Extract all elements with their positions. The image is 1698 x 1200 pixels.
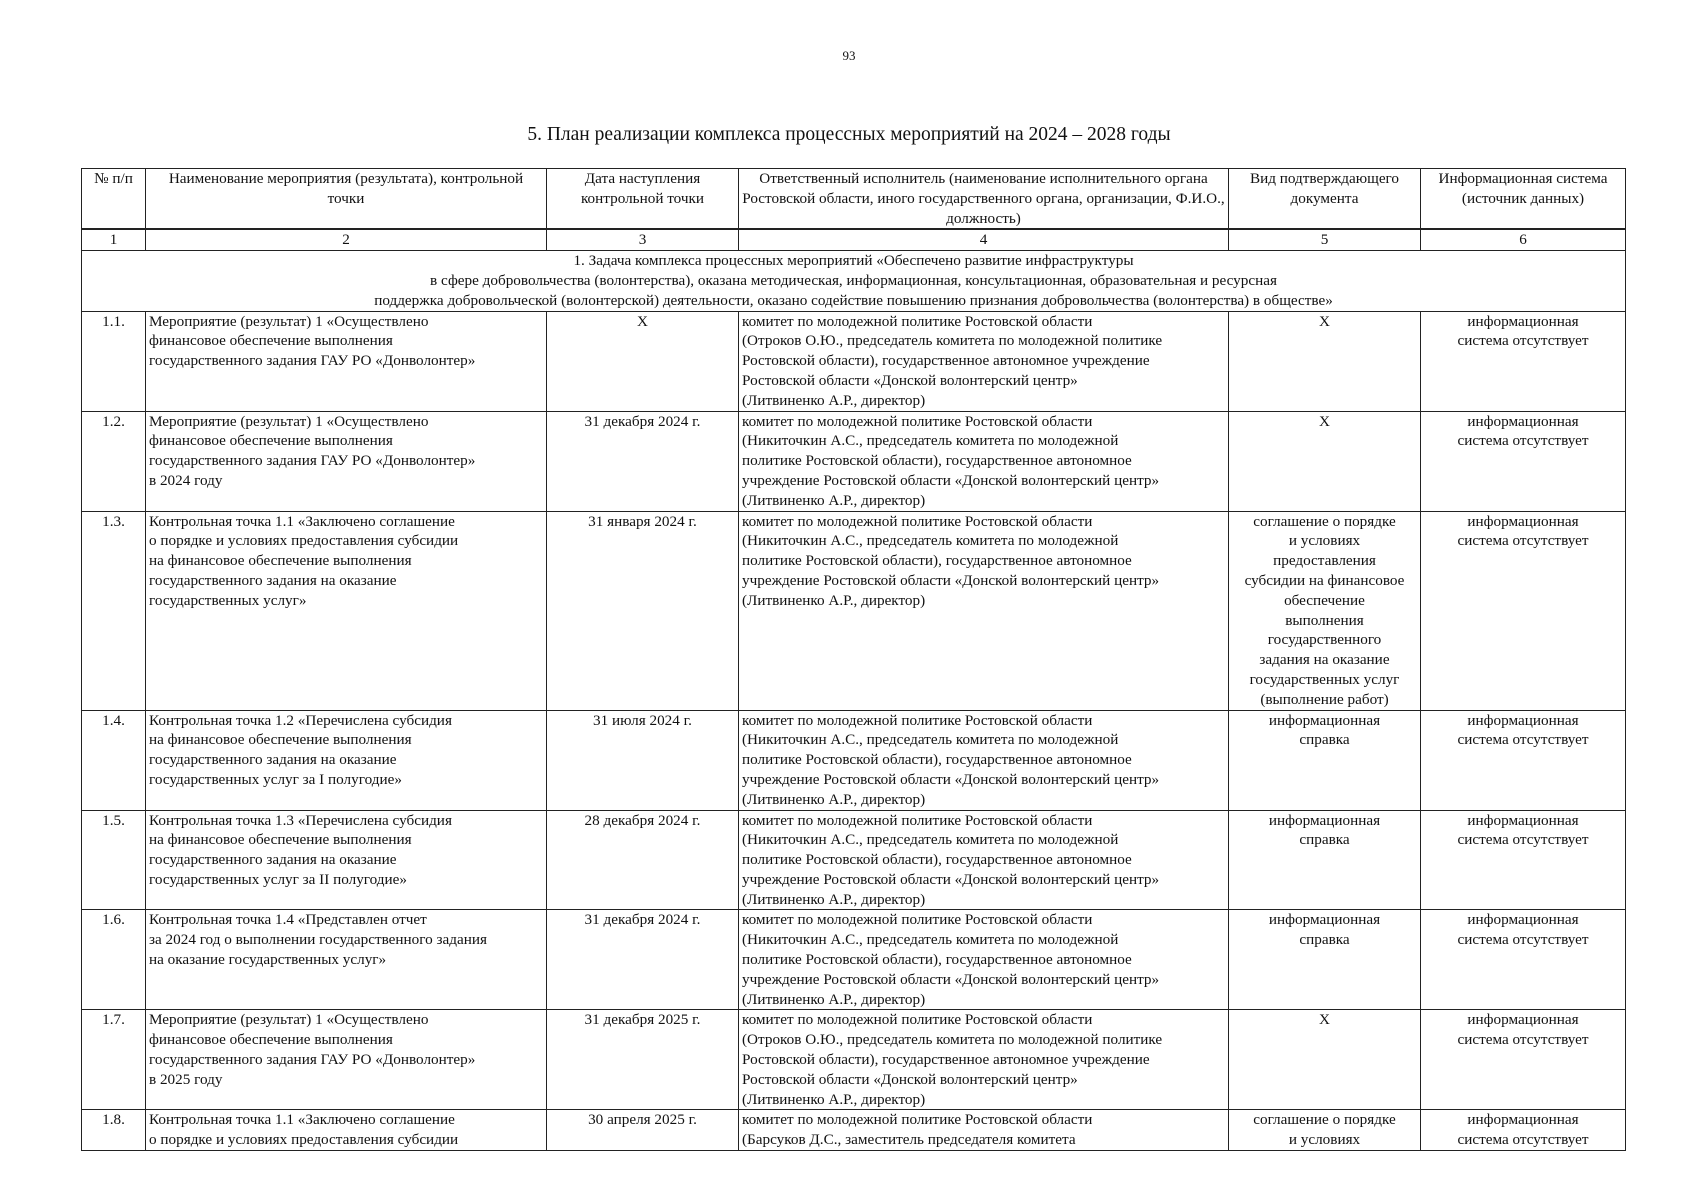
table-header-row bbox=[82, 169, 1626, 230]
responsible-executor: комитет по молодежной политике Ростовской области (Никиточкин А.С., председатель комитета по молодежной политике Ростовской области), государственное автономное учреждение Ростовской области «Донской волонтерский центр» (Литвиненко А.Р., директор) bbox=[739, 910, 1229, 1010]
confirming-document: X bbox=[1229, 411, 1421, 511]
table-row bbox=[82, 910, 1626, 1010]
column-number: 5 bbox=[1229, 229, 1421, 250]
control-date: 31 декабря 2024 г. bbox=[547, 910, 739, 1010]
column-number: 4 bbox=[739, 229, 1229, 250]
event-name: Контрольная точка 1.4 «Представлен отчет за 2024 год о выполнении государственного задания на оказание государственных услуг» bbox=[146, 910, 547, 1010]
column-number-row bbox=[82, 229, 1626, 250]
confirming-document: X bbox=[1229, 311, 1421, 411]
table-row bbox=[82, 710, 1626, 810]
event-name: Мероприятие (результат) 1 «Осуществлено финансовое обеспечение выполнения государственного задания ГАУ РО «Донволонтер» в 2024 году bbox=[146, 411, 547, 511]
event-name: Мероприятие (результат) 1 «Осуществлено финансовое обеспечение выполнения государственного задания ГАУ РО «Донволонтер» bbox=[146, 311, 547, 411]
control-date: 31 января 2024 г. bbox=[547, 511, 739, 710]
row-number: 1.2. bbox=[82, 411, 146, 511]
event-name: Мероприятие (результат) 1 «Осуществлено финансовое обеспечение выполнения государственного задания ГАУ РО «Донволонтер» в 2025 году bbox=[146, 1010, 547, 1110]
row-number: 1.4. bbox=[82, 710, 146, 810]
confirming-document: соглашение о порядке и условиях bbox=[1229, 1110, 1421, 1151]
page-number: 93 bbox=[842, 48, 856, 63]
event-name: Контрольная точка 1.1 «Заключено соглашение о порядке и условиях предоставления субсидии bbox=[146, 1110, 547, 1151]
information-system: информационная система отсутствует bbox=[1421, 810, 1626, 910]
table-row bbox=[82, 810, 1626, 910]
event-name: Контрольная точка 1.1 «Заключено соглашение о порядке и условиях предоставления субсидии на финансовое обеспечение выполнения государственного задания на оказание государственных услуг» bbox=[146, 511, 547, 710]
information-system: информационная система отсутствует bbox=[1421, 910, 1626, 1010]
table-row bbox=[82, 1110, 1626, 1151]
control-date: 30 апреля 2025 г. bbox=[547, 1110, 739, 1151]
confirming-document: информационная справка bbox=[1229, 910, 1421, 1010]
responsible-executor: комитет по молодежной политике Ростовской области (Отроков О.Ю., председатель комитета по молодежной политике Ростовской области), государственное автономное учреждение Ростовской области «Донской волонтерский центр» (Литвиненко А.Р., директор) bbox=[739, 311, 1229, 411]
control-date: X bbox=[547, 311, 739, 411]
control-date: 28 декабря 2024 г. bbox=[547, 810, 739, 910]
document-title: 5. План реализации комплекса процессных мероприятий на 2024 – 2028 годы bbox=[527, 124, 1171, 145]
responsible-executor: комитет по молодежной политике Ростовской области (Никиточкин А.С., председатель комитета по молодежной политике Ростовской области), государственное автономное учреждение Ростовской области «Донской волонтерский центр» (Литвиненко А.Р., директор) bbox=[739, 710, 1229, 810]
responsible-executor: комитет по молодежной политике Ростовской области (Никиточкин А.С., председатель комитета по молодежной политике Ростовской области), государственное автономное учреждение Ростовской области «Донской волонтерский центр» (Литвиненко А.Р., директор) bbox=[739, 411, 1229, 511]
responsible-executor: комитет по молодежной политике Ростовской области (Никиточкин А.С., председатель комитета по молодежной политике Ростовской области), государственное автономное учреждение Ростовской области «Донской волонтерский центр» (Литвиненко А.Р., директор) bbox=[739, 810, 1229, 910]
row-number: 1.7. bbox=[82, 1010, 146, 1110]
event-name: Контрольная точка 1.2 «Перечислена субсидия на финансовое обеспечение выполнения государственного задания на оказание государственных услуг за I полугодие» bbox=[146, 710, 547, 810]
responsible-executor: комитет по молодежной политике Ростовской области (Барсуков Д.С., заместитель председателя комитета bbox=[739, 1110, 1229, 1151]
information-system: информационная система отсутствует bbox=[1421, 1010, 1626, 1110]
task-row bbox=[82, 251, 1626, 311]
row-number: 1.5. bbox=[82, 810, 146, 910]
control-date: 31 декабря 2025 г. bbox=[547, 1010, 739, 1110]
row-number: 1.8. bbox=[82, 1110, 146, 1151]
column-header-system: Информационная система (источник данных) bbox=[1421, 169, 1626, 230]
column-header-name: Наименование мероприятия (результата), контрольной точки bbox=[146, 169, 547, 230]
confirming-document: информационная справка bbox=[1229, 810, 1421, 910]
column-number: 2 bbox=[146, 229, 547, 250]
column-header-executor: Ответственный исполнитель (наименование исполнительного органа Ростовской области, иного государственного органа, организации, Ф.И.О., должность) bbox=[739, 169, 1229, 230]
plan-table bbox=[81, 168, 1626, 1151]
row-number: 1.3. bbox=[82, 511, 146, 710]
information-system: информационная система отсутствует bbox=[1421, 411, 1626, 511]
table-row bbox=[82, 511, 1626, 710]
control-date: 31 декабря 2024 г. bbox=[547, 411, 739, 511]
table-row bbox=[82, 411, 1626, 511]
information-system: информационная система отсутствует bbox=[1421, 511, 1626, 710]
column-number: 3 bbox=[547, 229, 739, 250]
confirming-document: соглашение о порядке и условиях предоставления субсидии на финансовое обеспечение выполнения государственного задания на оказание государственных услуг (выполнение работ) bbox=[1229, 511, 1421, 710]
information-system: информационная система отсутствует bbox=[1421, 1110, 1626, 1151]
table-row bbox=[82, 311, 1626, 411]
row-number: 1.6. bbox=[82, 910, 146, 1010]
table-row bbox=[82, 1010, 1626, 1110]
confirming-document: X bbox=[1229, 1010, 1421, 1110]
column-header-number: № п/п bbox=[82, 169, 146, 230]
task-heading: 1. Задача комплекса процессных мероприятий «Обеспечено развитие инфраструктуры в сфере добровольчества (волонтерства), оказана методическая, информационная, консультационная, образовательная и ресурсная поддержка добровольческой (волонтерской) деятельности, оказано содействие повышению признания добровольчества (волонтерства) в обществе» bbox=[82, 251, 1626, 311]
column-number: 1 bbox=[82, 229, 146, 250]
responsible-executor: комитет по молодежной политике Ростовской области (Никиточкин А.С., председатель комитета по молодежной политике Ростовской области), государственное автономное учреждение Ростовской области «Донской волонтерский центр» (Литвиненко А.Р., директор) bbox=[739, 511, 1229, 710]
row-number: 1.1. bbox=[82, 311, 146, 411]
control-date: 31 июля 2024 г. bbox=[547, 710, 739, 810]
column-number: 6 bbox=[1421, 229, 1626, 250]
information-system: информационная система отсутствует bbox=[1421, 710, 1626, 810]
column-header-date: Дата наступления контрольной точки bbox=[547, 169, 739, 230]
confirming-document: информационная справка bbox=[1229, 710, 1421, 810]
column-header-document: Вид подтверждающего документа bbox=[1229, 169, 1421, 230]
event-name: Контрольная точка 1.3 «Перечислена субсидия на финансовое обеспечение выполнения государственного задания на оказание государственных услуг за II полугодие» bbox=[146, 810, 547, 910]
responsible-executor: комитет по молодежной политике Ростовской области (Отроков О.Ю., председатель комитета по молодежной политике Ростовской области), государственное автономное учреждение Ростовской области «Донской волонтерский центр» (Литвиненко А.Р., директор) bbox=[739, 1010, 1229, 1110]
information-system: информационная система отсутствует bbox=[1421, 311, 1626, 411]
